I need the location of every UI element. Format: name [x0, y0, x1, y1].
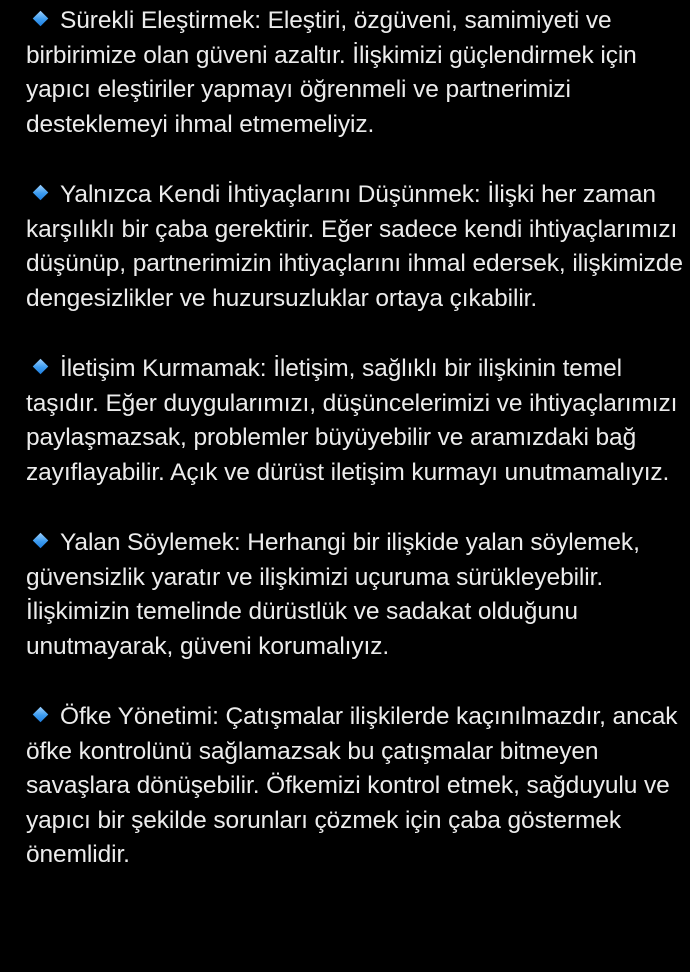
- small-blue-diamond-icon: [33, 707, 49, 723]
- small-blue-diamond-icon: [33, 359, 49, 375]
- list-item-text: İletişim Kurmamak: İletişim, sağlıklı bir ilişkinin temel taşıdır. Eğer duygularımızı, düşüncelerimizi ve ihtiyaçlarımızı paylaşmazsak, problemler büyüyebilir ve aramızdaki bağ zayıflayabilir. Açık ve dürüst iletişim kurmayı unutmamalıyız.: [26, 355, 678, 486]
- small-blue-diamond-icon: [33, 11, 49, 27]
- list-item-text: Yalan Söylemek: Herhangi bir ilişkide yalan söylemek, güvensizlik yaratır ve ilişkimizi uçuruma sürükleyebilir. İlişkimizin temelinde dürüstlük ve sadakat olduğunu unutmayarak, güveni korumalıyız.: [26, 529, 640, 660]
- list-item-text: Sürekli Eleştirmek: Eleştiri, özgüveni, samimiyeti ve birbirimize olan güveni azaltır. İlişkimizi güçlendirmek için yapıcı eleştiriler yapmayı öğrenmeli ve partnerimizi desteklemeyi ihmal etmemeliyiz.: [26, 7, 637, 138]
- list-item-text: Yalnızca Kendi İhtiyaçlarını Düşünmek: İlişki her zaman karşılıklı bir çaba gerektirir. Eğer sadece kendi ihtiyaçlarımızı düşünüp, partnerimizin ihtiyaçlarını ihmal edersek, ilişkimizde dengesizlikler ve huzursuzluklar ortaya çıkabilir.: [26, 181, 683, 312]
- list-item-text: Öfke Yönetimi: Çatışmalar ilişkilerde kaçınılmazdır, ancak öfke kontrolünü sağlamazsak bu çatışmalar bitmeyen savaşlara dönüşebilir. Öfkemizi kontrol etmek, sağduyulu ve yapıcı bir şekilde sorunları çözmek için çaba göstermek önemlidir.: [26, 703, 678, 868]
- list-item: [26, 352, 684, 490]
- list-item: [26, 4, 684, 142]
- list-item: [26, 178, 684, 316]
- list-item: [26, 526, 684, 664]
- list-item: [26, 700, 684, 873]
- small-blue-diamond-icon: [33, 533, 49, 549]
- small-blue-diamond-icon: [33, 185, 49, 201]
- message-body: [26, 4, 684, 909]
